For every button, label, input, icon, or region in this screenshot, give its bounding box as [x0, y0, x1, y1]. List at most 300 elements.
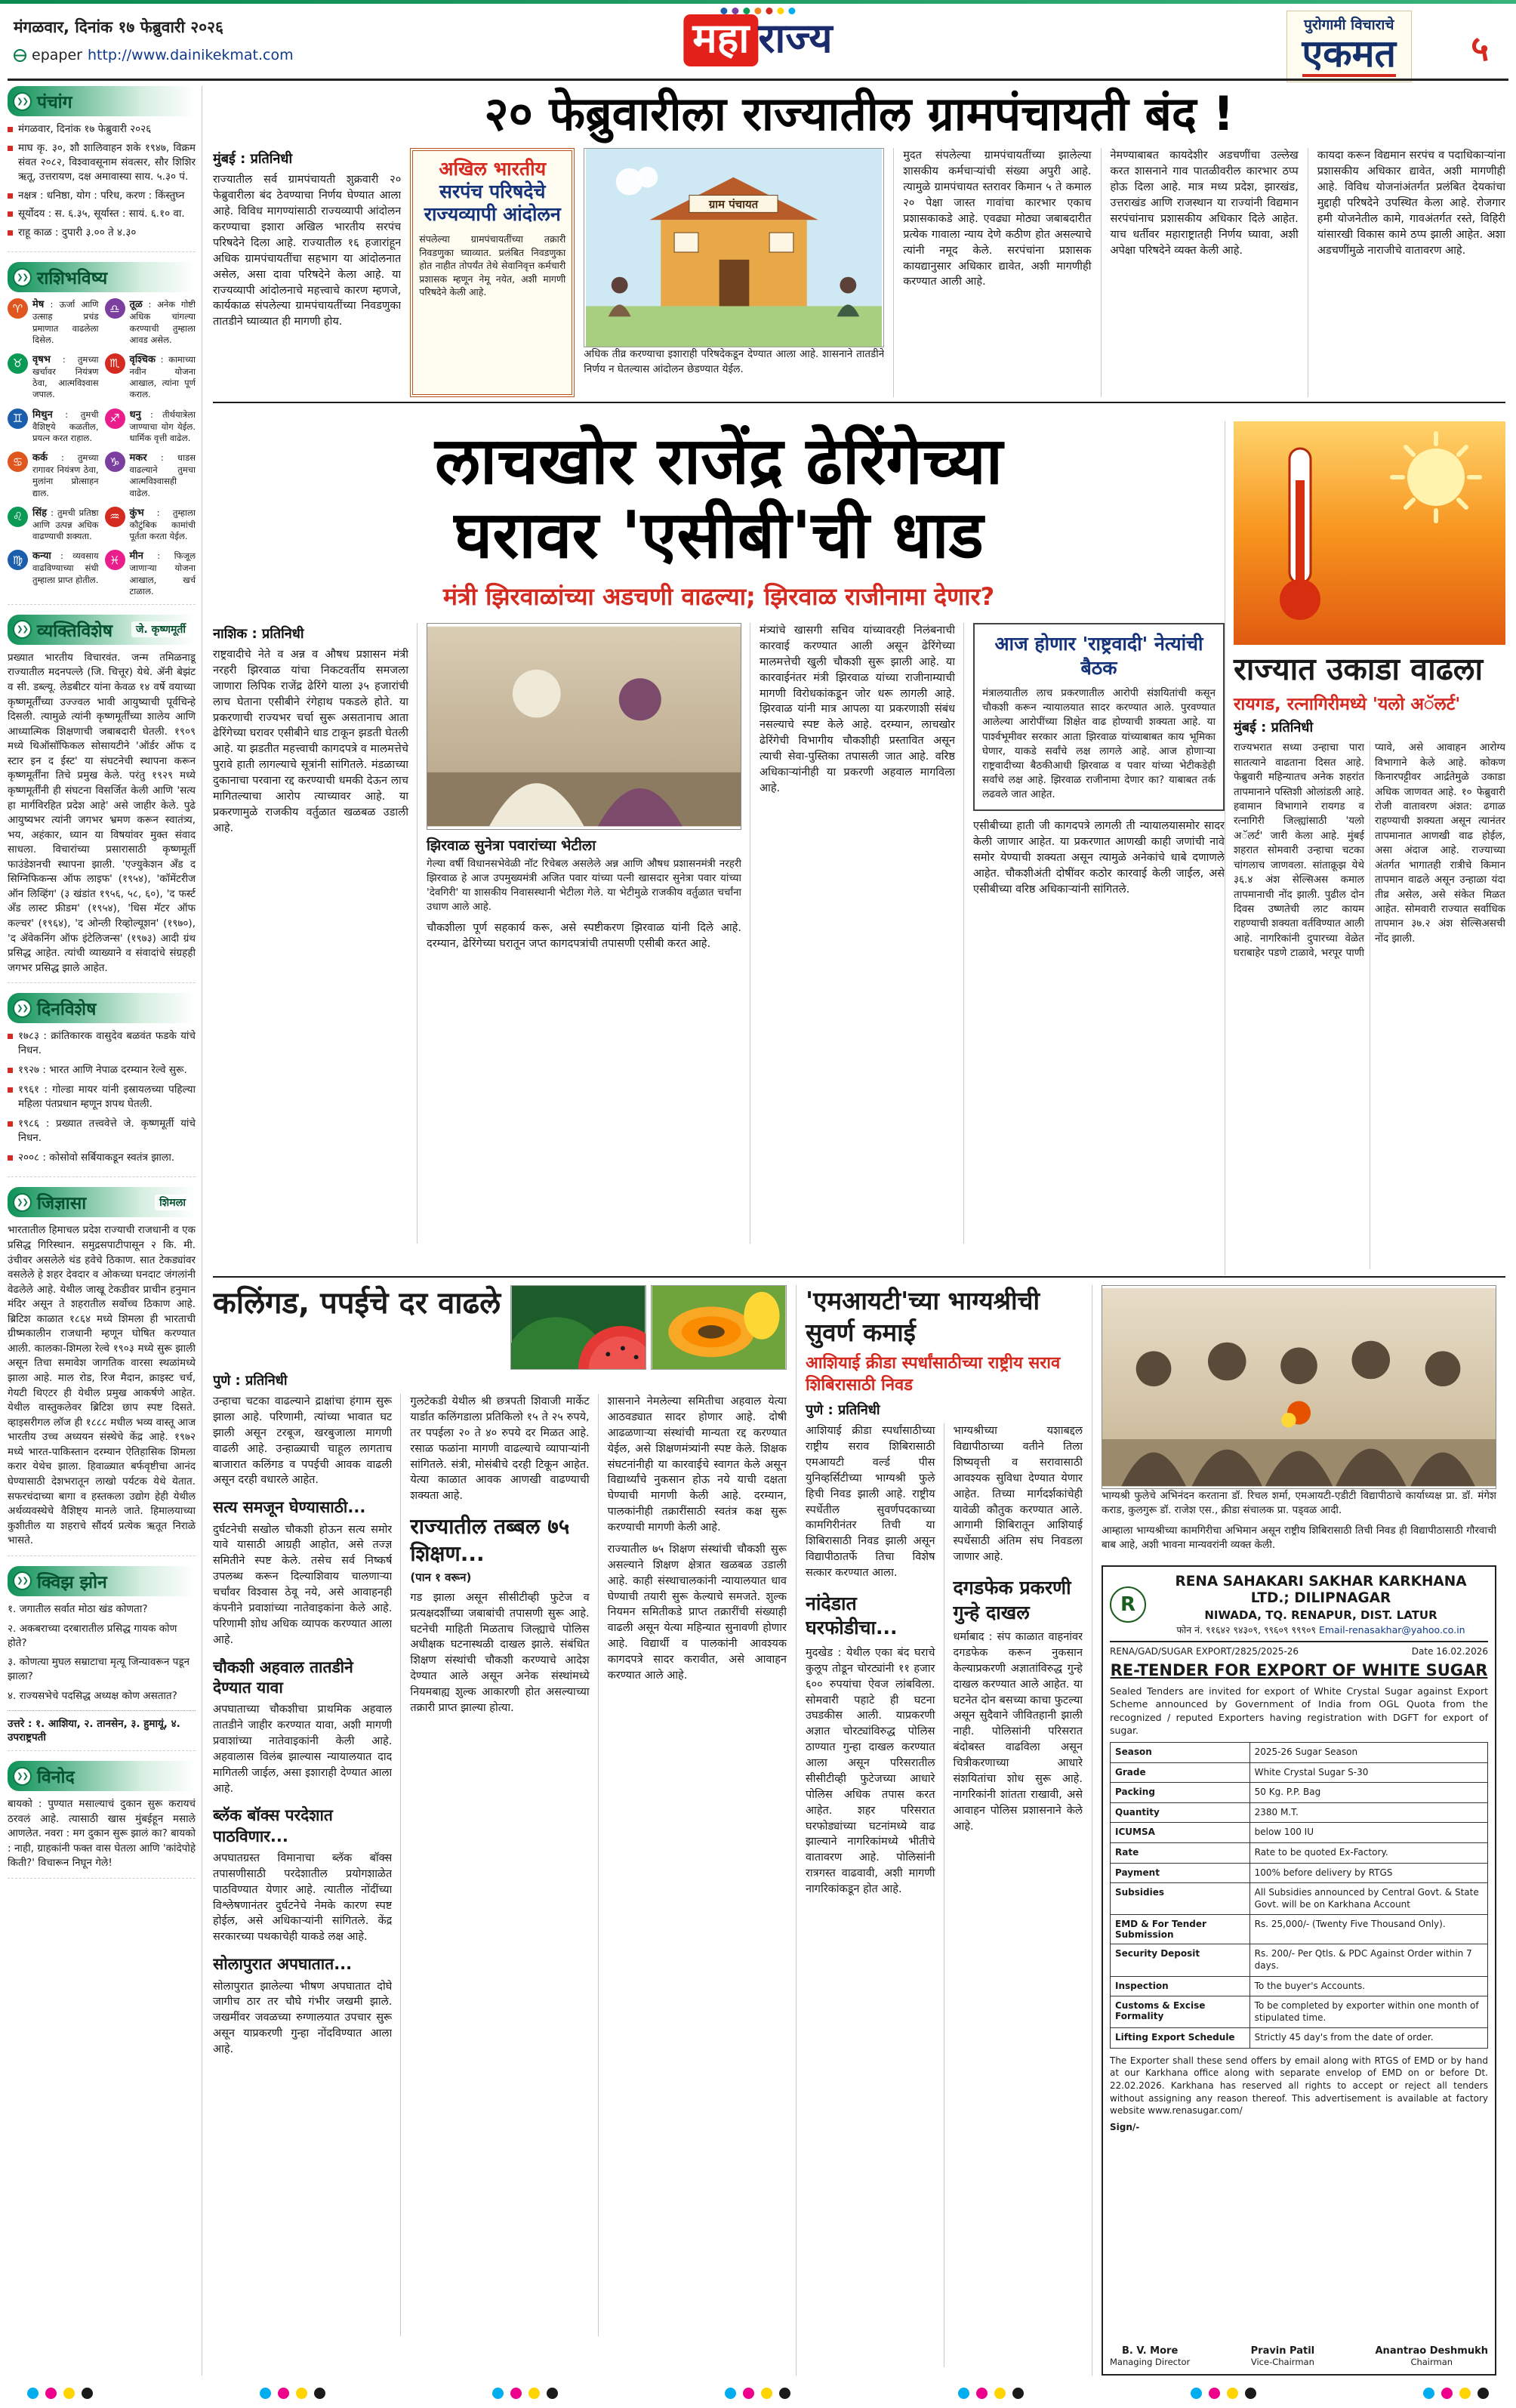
chevron-icon: ❯❯ [13, 1767, 32, 1786]
karkhana-email[interactable]: Email-renasakhar@yahoo.co.in [1318, 1624, 1465, 1636]
color-dot [732, 8, 738, 14]
zodiac-forecast: तुमची वैशिष्ट्ये कळतील, प्रयत्न करत राहाल. [32, 409, 99, 443]
spec-value: 2380 M.T. [1254, 1806, 1299, 1818]
cyan-dot [1423, 2388, 1434, 2399]
horoscope-item [105, 507, 196, 543]
mit-headline: 'एमआयटी'च्या भाग्यश्रीची सुवर्ण कमाई [806, 1286, 1040, 1347]
spec-label: Quantity [1111, 1803, 1250, 1823]
curiosity-header [8, 1187, 196, 1217]
horoscope-text: मकर : धाडस वाढल्याने तुमचा आत्मविश्वासही वाढेल. [129, 452, 196, 498]
spec-label: Inspection [1111, 1977, 1250, 1996]
spec-value: Strictly 45 day's from the date of order. [1254, 2032, 1434, 2043]
horoscope-text: कन्या : व्यवसाय वाढविण्याच्या संधी तुम्हाला प्राप्त होतील. [32, 550, 99, 585]
lead-column-2 [893, 148, 1091, 397]
continuation-text: गड झाला असून सीसीटीव्ही फुटेज व प्रत्यक्षदर्शींच्या जबाबांची तपासणी सुरू आहे. घटनेची माहिती मिळताच जिल्ह्याचे पोलिस अधीक्षक घटनास्थळी दाखल झाले. संबंधित शिक्षण संस्थांची चौकशी करण्याचे आदेश देण्यात आले असून अनेक संस्थांमध्ये नियमबाह्य शुल्क आकारणी होत असल्याच्या तक्रारी प्राप्त झाल्या होत्या. [410, 1591, 590, 1714]
yellow-dot [1459, 2388, 1471, 2399]
reg-dot-group [492, 2388, 558, 2399]
horoscope-item [8, 298, 99, 346]
fruit-header-row [213, 1285, 787, 1370]
section-title: राशिभविष्य [37, 269, 108, 289]
heat-text: राज्यभरात सध्या उन्हाचा पारा सातत्याने वाढताना दिसत आहे. फेब्रुवारी महिन्यातच अनेक शहरांत तापमानाने पस्तिशी ओलांडली आहे. हवामान विभागाने रायगड व रत्नागिरी जिल्ह्यांसाठी 'यलो अॅलर्ट' जारी केला आहे. मुंबई शहरात सोमवारी उन्हाचा चटका चांगलाच जाणवला. सांताक्रूझ येथे ३६.४ अंश सेल्सिअस कमाल तापमानाची नोंद झाली. पुढील दोन दिवस उष्णतेची लाट कायम राहण्याची शक्यता वर्तविण्यात आली आहे. नागरिकांनी दुपारच्या वेळेत घराबाहेर पडणे टाळावे, भरपूर पाणी प्यावे, असे आवाहन आरोग्य विभागाने केले आहे. कोकण किनारपट्टीवर आर्द्रतेमुळे उकाडा अधिक जाणवत आहे. १० फेब्रुवारी रोजी वातावरण अंशत: ढगाळ राहण्याची शक्यता असून त्यानंतर तापमानात आणखी वाढ होईल, असा अंदाज आहे. राज्याच्या अंतर्गत भागातही रात्रीचे किमान तापमान वाढले असून उन्हाळा यंदा तीव्र असेल, असे संकेत मिळत आहेत. सोमवारी राज्यात सर्वाधिक तापमान ३७.२ अंश सेल्सिअसची नोंद झाली. [1234, 742, 1505, 960]
acb-headline [213, 424, 1225, 572]
ad-reference-row [1110, 1646, 1488, 1657]
lead-text: मुदत संपलेल्या ग्रामपंचायतींच्या झालेल्या शासकीय कर्मचाऱ्यांची संख्या अपुरी आहे. त्यामुळे ग्रामपंचायत स्तरावर किमान ५ ते कमाल २० पेक्षा जास्त गावांचा कारभार एकाच प्रशासकाकडे आहे. एवढ्या मोठ्या जबाबदारीत प्रत्येक गावाला न्याय देणे कठीण होत असल्याचे त्यांनी नमूद केले. सरपंचांना प्रशासक कायद्यानुसार अधिकार द्यावेत, अशी मागणीही करण्यात आली आहे. [903, 150, 1092, 288]
reg-dot-group [1423, 2388, 1489, 2399]
signatory [1376, 2345, 1489, 2367]
zodiac-forecast: तुम्हाला कौटुंबिक कामांची पूर्तता करता येईल. [129, 507, 196, 542]
acb-box-column [963, 623, 1225, 1244]
brand-name: एकमत [1302, 32, 1396, 76]
byline: पुणे : प्रतिनिधी [806, 1402, 880, 1419]
magenta-dot [45, 2388, 57, 2399]
yellow-dot [1227, 2388, 1238, 2399]
zodiac-name: कुंभ [129, 507, 144, 519]
horoscope-item [105, 298, 196, 346]
crash-subsection [213, 1657, 392, 1797]
ad-intro: Sealed Tenders are invited for export of White Crystal Sugar against Export Scheme announced by Government of India from OGL Quota from the recognized / reputed Exporters having registration with DGFT for export of sugar. [1110, 1685, 1488, 1736]
cyan-dot [27, 2388, 39, 2399]
horoscope-text: सिंह : तुमची प्रतिष्ठा आणि उत्पन्न अधिक वाढण्याची शक्यता. [32, 507, 99, 542]
masthead-title [683, 14, 833, 62]
spec-value: 100% before delivery by RTGS [1254, 1867, 1393, 1878]
burglary-text: मुदखेड : येथील एका बंद घराचे कुलूप तोडून चोरट्यांनी ११ हजार ६०० रुपयांचा ऐवज लांबविला. सोमवारी पहाटे ही घटना उघडकीस आली. याप्रकरणी अज्ञात चोरट्यांविरुद्ध पोलिस ठाण्यात गुन्हा दाखल करण्यात आला असून परिसरातील सीसीटीव्ही फुटेजच्या आधारे पोलिस अधिक तपास करत आहेत. शहर परिसरात घरफोड्यांच्या घटनांमध्ये वाढ झाल्याने नागरिकांमध्ये भीतीचे वातावरण आहे. पोलिसांनी रात्रगस्त वाढवावी, अशी मागणी नागरिकांकडून होत आहे. [806, 1646, 935, 1896]
ncp-box-body: मंत्रालयातील लाच प्रकरणातील आरोपी संशयितांची कसून चौकशी करून न्यायालयात सादर करण्यात आले. पुरवण्यात आलेल्या आरोपींच्या शिक्षेत वाढ होण्याची शक्यता आहे. या पार्श्वभूमीवर सरकार आता झिरवाळ यांच्याबाबत काय भूमिका घेणार, याकडे सर्वांचे लक्ष लागले आहे. आज होणाऱ्या राष्ट्रवादीच्या बैठकीआधी झिरवाळ व पवार यांच्या भेटीकडेही सर्वांचे लक्ष आहे. झिरवाळ राजीनामा देणार का? याबाबत तर्क लढवले जात आहेत. [982, 687, 1216, 801]
karkhana-logo [1110, 1586, 1146, 1623]
horoscope-text: वृश्चिक : कामाच्या नवीन योजना आखाल, त्यांना पूर्ण कराल. [129, 353, 196, 400]
horoscope-item [105, 550, 196, 597]
reg-dot-group [958, 2388, 1024, 2399]
zodiac-icon: ♏ [105, 353, 125, 374]
spec-label: Lifting Export Schedule [1111, 2028, 1250, 2048]
zodiac-icon: ♓ [105, 550, 125, 570]
spec-value: Rs. 200/- Per Qtls. & PDC Against Order within 7 days. [1254, 1948, 1472, 1971]
horoscope-text: कुंभ : तुम्हाला कौटुंबिक कामांची पूर्तता करता येईल. [129, 507, 196, 542]
section-title: विनोद [37, 1768, 75, 1788]
byline: मुंबई : प्रतिनिधी [1234, 720, 1314, 736]
burglary-headline: नांदेडात घरफोडीचा... [806, 1592, 898, 1639]
magenta-dot [743, 2388, 754, 2399]
header-rule [8, 79, 1508, 81]
section-title: क्विझ झोन [37, 1572, 107, 1592]
acb-text: एसीबीच्या हाती जी कागदपत्रे लागली ती न्यायालयासमोर सादर केली जाणार आहेत. या प्रकरणात आणखी काही जणांची नावे समोर येण्याची शक्यता असून त्यामुळे अनेकांचे धाबे दणाणले आहेत. चौकशीअंती दोषींवर कठोर कारवाई केली जाईल, असे एसीबीच्या वरिष्ठ अधिकाऱ्यांनी सांगितले. [973, 820, 1225, 896]
quiz-header [8, 1566, 196, 1596]
tender-spec-row [1110, 1883, 1488, 1915]
masthead [683, 8, 832, 60]
section-title: दिनविशेष [37, 1000, 97, 1020]
magenta-dot [278, 2388, 289, 2399]
mit-text: भाग्यश्रीच्या यशाबद्दल विद्यापीठाच्या वतीने तिला शिष्यवृत्ती व सरावासाठी आवश्यक सुविधा देण्यात येणार आहेत. तिच्या मार्गदर्शकांचेही यावेळी कौतुक करण्यात आले. आगामी शिबिरातून आशियाई स्पर्धेसाठी अंतिम संघ निवडला जाणार आहे. [953, 1425, 1083, 1564]
spec-label: Security Deposit [1111, 1944, 1250, 1975]
chevron-icon: ❯❯ [13, 268, 32, 287]
fruit-text: गुलटेकडी येथील श्री छत्रपती शिवाजी मार्केट यार्डात कलिंगडाला प्रतिकिलो १५ ते २५ रुपये, तर पपईला २० ते ४० रुपये दर मिळत आहे. रसाळ फळांना मागणी वाढल्याचे व्यापाऱ्यांनी सांगितले. संत्री, मोसंबीचे दरही टिकून आहेत. येत्या काळात आवक आणखी वाढण्याची शक्यता आहे. [410, 1395, 590, 1503]
ncp-box-title: आज होणार 'राष्ट्रवादी' नेत्यांची बैठक [994, 633, 1203, 680]
mit-text: आशियाई क्रीडा स्पर्धांसाठीच्या राष्ट्रीय सराव शिबिरासाठी एमआयटी वर्ल्ड पीस युनिव्हर्सिटीच्या भाग्यश्री फुले हिची निवड झाली आहे. राष्ट्रीय स्पर्धेतील सुवर्णपदकाच्या कामगिरीनंतर तिची या शिबिरासाठी निवड झाली असून विद्यापीठातर्फे तिचा विशेष सत्कार करण्यात आला. [806, 1425, 935, 1580]
signatory-role: Vice-Chairman [1250, 2357, 1314, 2367]
history-item: १९६१ : गोल्डा मायर यांनी इस्रायलच्या पहिल्या महिला पंतप्रधान म्हणून शपथ घेतली. [8, 1083, 196, 1112]
horoscope-item [8, 550, 99, 597]
crash-subsection [213, 1497, 392, 1648]
box-title: अखिल भारतीय [439, 158, 547, 180]
zodiac-name: तूळ [129, 299, 143, 311]
photo-caption-title: झिरवाळ सुनेत्रा पवारांच्या भेटीला [427, 837, 596, 855]
spec-value: Rate to be quoted Ex-Factory. [1254, 1847, 1388, 1858]
panchang-lines [8, 122, 196, 240]
tender-spec-table [1110, 1742, 1488, 2049]
tender-spec-row [1110, 1996, 1488, 2028]
mit-group-photo [1102, 1285, 1496, 1489]
crash-text: दुर्घटनेची सखोल चौकशी होऊन सत्य समोर यावे यासाठी आग्रही आहोत, असे तज्ज्ञ समितीने स्पष्ट केले. तसेच सर्व निष्कर्ष उपलब्ध करून दिल्याशिवाय चालणाऱ्या चर्चांवर विश्वास ठेवू नये, असे आवाहनही कंपनीने प्रवाशांच्या नातेवाइकांना केले आहे. परिणामी शोध अधिक व्यापक करण्यात आला आहे. [213, 1523, 393, 1646]
horoscope-text: तूळ : अनेक गोष्टी अधिक चांगल्या करण्याची तुम्हाला आवड असेल. [129, 299, 196, 345]
acb-photo-column [417, 623, 741, 1244]
lead-image-column [584, 148, 884, 397]
tender-spec-row [1110, 1944, 1488, 1976]
spec-label: Packing [1111, 1783, 1250, 1802]
quiz-question: ३. कोणत्या मुघल सम्राटाचा मृत्यू जिन्यावरून पडून झाला? [8, 1656, 190, 1683]
zodiac-forecast: तुमच्या रागावर नियंत्रण ठेवा, मुलांना प्रोत्साहन द्याल. [32, 452, 99, 498]
zodiac-icon: ♋ [8, 452, 28, 472]
magenta-dot [976, 2388, 988, 2399]
jump-line: (पान १ वरून) [410, 1570, 472, 1584]
acb-text: मंत्र्यांचे खासगी सचिव यांच्यावरही निलंबनाची कारवाई करण्यात आली असून ढेरिंगेच्या मालमत्तेची खुली चौकशी सुरू झाली आहे. या कारवाईनंतर मंत्री झिरवाळ यांच्या राजीनाम्याची मागणी विरोधकांकडून जोर धरू लागली आहे. झिरवाळ यांनी मात्र आपला या प्रकरणाशी संबंध नसल्याचे स्पष्ट केले आहे. दरम्यान, लाचखोर ढेरिंगेची विभागीय चौकशीही प्रस्तावित असून त्याची सेवा-पुस्तिका तपासली जात आहे. वरिष्ठ अधिकाऱ्यांनीही या प्रकरणी अहवाल मागविला आहे. [760, 624, 955, 794]
zodiac-forecast: फिजूल जाणाऱ्या योजना आखाल, खर्च टाळाल. [129, 550, 196, 597]
signatory-name: Pravin Patil [1250, 2345, 1315, 2357]
box-title: राज्यव्यापी आंदोलन [424, 203, 561, 226]
history-item: १७८३ : क्रांतिकारक वासुदेव बळवंत फडके यांचे निधन. [8, 1029, 196, 1058]
horoscope-text: मेष : ऊर्जा आणि उत्साह प्रचंड प्रमाणात वाढलेला दिसेल. [32, 299, 99, 345]
fruit-and-continuation-block [213, 1285, 787, 2376]
sign-label: Sign/- [1110, 2121, 1140, 2132]
ncp-meeting-box [973, 623, 1225, 811]
zodiac-name: धनु [129, 409, 141, 421]
horoscope-item [8, 409, 99, 445]
page-number: ५ [1471, 28, 1489, 69]
yellow-dot [528, 2388, 540, 2399]
registration-marks [27, 2388, 1489, 2399]
history-item: १९२७ : भारत आणि नेपाळ दरम्यान रेल्वे सुरू. [8, 1063, 196, 1078]
tender-spec-row [1110, 1864, 1488, 1884]
mit-columns [806, 1423, 1083, 2367]
crash-subhead: ब्लॅक बॉक्स परदेशात पाठविणार... [213, 1806, 333, 1845]
mit-column-2 [944, 1423, 1083, 2367]
spec-value: All Subsidies announced by Central Govt. & State Govt. will be on Karkhana Account [1254, 1887, 1479, 1910]
ad-header-text [1154, 1574, 1488, 1636]
signatory-role: Chairman [1410, 2357, 1453, 2367]
tender-spec-row [1110, 1743, 1488, 1763]
lead-headline: २० फेब्रुवारीला राज्यातील ग्रामपंचायती बंद ! [484, 86, 1234, 141]
history-header [8, 993, 196, 1023]
tender-spec-row [1110, 1977, 1488, 1997]
tender-spec-row [1110, 1823, 1488, 1843]
lead-text: अधिक तीव्र करण्याचा इशाराही परिषदेकडून देण्यात आला आहे. शासनाने तातडीने निर्णय न घेतल्यास आंदोलन छेडण्यात येईल. [584, 348, 885, 375]
acb-column-2 [750, 623, 955, 1244]
panchang-line: माघ कृ. ३०, शौ शालिवाहन शके १९४७, विक्रम संवत २०८२, विश्वावसूनाम संवत्सर, सौर शिशिर ऋतू, उत्तरायण, दक्ष अमावास्या साय. ५.३० पं. [8, 141, 196, 184]
logo-letter: R [1120, 1593, 1136, 1617]
karkhana-name: RENA SAHAKARI SAKHAR KARKHANA LTD.; DILIPNAGAR [1175, 1573, 1467, 1606]
color-dot [788, 8, 795, 14]
zirwal-pawar-photo [427, 623, 741, 830]
reg-dot-group [260, 2388, 325, 2399]
chevron-icon: ❯❯ [13, 620, 32, 639]
crash-text: अपघाताच्या चौकशीचा प्राथमिक अहवाल तातडीने जाहीर करण्यात यावा, अशी मागणी प्रवाशांच्या नातेवाइकांनी केली आहे. अहवालास विलंब झाल्यास न्यायालयात दाद मागितली जाईल, असा इशाराही देण्यात आला आहे. [213, 1703, 393, 1795]
lead-text: राज्यातील सर्व ग्रामपंचायती शुक्रवारी २० फेब्रुवारीला बंद ठेवण्याचा निर्णय घेण्यात आला आहे. विविध मागण्यांसाठी राज्यव्यापी आंदोलन करण्याचा इशारा अखिल भारतीय सरपंच परिषदेने दिला आहे. राज्यातील १६ हजारांहून अधिक ग्रामपंचायतींचा सहभाग या आंदोलनात असेल, असा दावा परिषदेने केला आहे. या राज्यव्यापी आंदोलनाचे महत्त्वाचे कारण म्हणजे, कार्यकाळ संपलेल्या ग्रामपंचायतींच्या निवडणुका तातडीने घ्याव्यात ही मागणी होय. [213, 174, 402, 328]
signatory-name: B. V. More [1121, 2345, 1179, 2357]
cyan-dot [725, 2388, 736, 2399]
zodiac-name: सिंह [32, 507, 48, 519]
ad-terms: The Exporter shall these send offers by email along with RTGS of EMD or by hand at our Karkhana office along with separate envelop of EMD on or before Dt. 22.02.2026. Karkhana has reserved all rights to accept or reject all tenders without assigning any reason thereof. This advertisement is available at factory website www.renasugar.com/ [1110, 2055, 1488, 2117]
spec-value: To be completed by exporter within one month of stipulated time. [1254, 2000, 1479, 2023]
ad-date: Date 16.02.2026 [1411, 1646, 1488, 1657]
spec-label: Grade [1111, 1763, 1250, 1783]
acb-headline-line1: लाचखोर राजेंद्र ढेरिंगेच्या [434, 424, 1003, 499]
page-header [14, 8, 1502, 76]
stone-pelting-text: धर्माबाद : संप काळात वाहनांवर दगडफेक करून नुकसान केल्याप्रकरणी अज्ञातांविरुद्ध गुन्हे दाखल करण्यात आले आहेत. या घटनेत दोन बसच्या काचा फुटल्या असून सुदैवाने जीवितहानी झाली नाही. पोलिसांनी परिसरात बंदोबस्त वाढविला असून चित्रीकरणाच्या आधारे संशयितांचा शोध सुरू आहे. नागरिकांनी शांतता राखावी, असे आवाहन पोलिस प्रशासनाने केले आहे. [953, 1631, 1083, 1833]
fruit-text: उन्हाचा चटका वाढल्याने द्राक्षांचा हंगाम सुरू झाला आहे. परिणामी, त्यांच्या भावात घट झाली असून टरबूज, खरबुजाला मागणी वाढली आहे. उन्हाळ्याची चाहूल लागताच बाजारात कलिंगड व पपईची आवक वाढली असून दरही वधारले आहेत. [213, 1395, 393, 1487]
acb-headline-line2: घरावर 'एसीबी'ची धाड [454, 498, 984, 574]
karkhana-address: NIWADA, TQ. RENAPUR, DIST. LATUR [1204, 1608, 1437, 1623]
signatory [1251, 2345, 1315, 2367]
spec-value: 2025-26 Sugar Season [1254, 1747, 1358, 1758]
mit-subhead: आशियाई क्रीडा स्पर्धांसाठीच्या राष्ट्रीय सराव शिबिरासाठी निवड [806, 1354, 1061, 1395]
day-in-history-section [8, 993, 196, 1177]
mit-photo-note: आम्हाला भाग्यश्रीच्या कामगिरीचा अभिमान असून राष्ट्रीय शिबिरासाठी तिची निवड ही विद्यापीठासाठी गौरवाची बाब आहे, अशी भावना मान्यवरांनी व्यक्त केली. [1102, 1524, 1496, 1552]
magenta-dot [1441, 2388, 1453, 2399]
brand-tagline: पुरोगामी विचाराचे [1304, 17, 1394, 33]
reg-dot-group [27, 2388, 93, 2399]
acb-body [213, 623, 1225, 1244]
horoscope-item [8, 452, 99, 499]
horoscope-item [105, 452, 196, 499]
horoscope-text: वृषभ : तुमच्या खर्चावर नियंत्रण ठेवा, आत्मविश्वास जपाल. [32, 353, 99, 400]
magenta-dot [1209, 2388, 1220, 2399]
continuation-headline: राज्यातील तब्बल ७५ शिक्षण... [410, 1514, 570, 1566]
gram-panchayat-illustration [584, 148, 884, 347]
lead-column-1 [213, 148, 401, 397]
quiz-question: ४. राज्यसभेचे पदसिद्ध अध्यक्ष कोण असतात? [8, 1690, 177, 1703]
zodiac-forecast: तुमच्या खर्चावर नियंत्रण ठेवा, आत्मविश्वास जपाल. [32, 353, 99, 400]
heat-subhead: रायगड, रत्नागिरीमध्ये 'यलो अॅलर्ट' [1234, 695, 1461, 715]
tender-spec-row [1110, 1843, 1488, 1864]
heat-headline: राज्यात उकाडा वाढला [1234, 651, 1484, 687]
zodiac-forecast: तुमची प्रतिष्ठा आणि उत्पन्न अधिक वाढण्याची शक्यता. [32, 507, 99, 542]
continuation-text: राज्यातील ७५ शिक्षण संस्थांची चौकशी सुरू असल्याने शिक्षण क्षेत्रात खळबळ उडाली आहे. काही संस्थाचालकांनी न्यायालयात धाव घेण्याची तयारी सुरू केल्याचे समजते. शुल्क नियमन समितीकडे प्राप्त तक्रारींची संख्याही वाढली असून येत्या महिन्यात सुनावणी होणार आहे. विद्यार्थी व पालकांनी आवश्यक कागदपत्रे सादर करावीत, असे आवाहन करण्यात आले आहे. [607, 1543, 787, 1682]
quiz-question: २. अकबराच्या दरबारातील प्रसिद्ध गायक कोण होते? [8, 1622, 177, 1649]
horoscope-section [8, 262, 196, 605]
masthead-dots [683, 8, 832, 14]
black-dot [779, 2388, 790, 2399]
color-dot [743, 8, 750, 14]
tender-spec-row [1110, 1783, 1488, 1803]
masthead-maha: महा [683, 14, 758, 66]
spec-label: EMD & For Tender Submission [1111, 1915, 1250, 1944]
top-accent-line [0, 0, 1516, 4]
curiosity-section [8, 1187, 196, 1555]
globe-icon [14, 49, 26, 62]
masthead-rajya: राज्य [758, 14, 833, 62]
black-dot [1245, 2388, 1256, 2399]
cyan-dot [260, 2388, 271, 2399]
color-dot [766, 8, 772, 14]
section-title: जिज्ञासा [37, 1194, 87, 1214]
horoscope-text: मीन : फिजूल जाणाऱ्या योजना आखाल, खर्च टाळाल. [129, 550, 196, 597]
signatory-name: Anantrao Deshmukh [1375, 2345, 1488, 2357]
epaper-label: epaper [32, 47, 82, 63]
joke-section [8, 1761, 196, 1879]
crash-subhead: सत्य समजून घेण्यासाठी... [213, 1498, 366, 1517]
mit-and-crime-block [796, 1285, 1083, 2376]
box-body: संपलेल्या ग्रामपंचायतींच्या तक्रारी निवडणुका घ्याव्यात. प्रलंबित निवडणुका होत नाहीत तोपर्यंत तेथे सेवानिवृत्त कर्मचारी प्रशासक म्हणून नेमू नयेत, अशी मागणी परिषदेने केली आहे. [419, 233, 566, 298]
horoscope-item [8, 353, 99, 401]
acb-text: चौकशीला पूर्ण सहकार्य करू, असे स्पष्टीकरण झिरवाळ यांनी दिले आहे. दरम्यान, ढेरिंगेच्या घरातून जप्त कागदपत्रांची तपासणी एसीबी करत आहे. [427, 921, 741, 950]
fruit-images [510, 1285, 787, 1370]
panchang-section [8, 86, 196, 252]
person-name: जे. कृष्णमूर्ती [131, 621, 190, 637]
zodiac-icon: ♍ [8, 550, 28, 570]
joke-body: बायको : पुण्यात मसाल्याचं दुकान सुरू करायचं ठरवलं आहे. त्यासाठी खास मुंबईहून मसाले आणलेत. नवरा : मग दुकान सुरू झालं का? बायको : नाही, ग्राहकांनी फक्त वास घेतला आणि 'कांदेपोहे किती?' विचारून निघून गेले! [8, 1798, 196, 1870]
black-dot [1012, 2388, 1024, 2399]
karkhana-phone: फोन नं. ९१६४२ ९४३०९, ९९६०९ ९९९०९ [1176, 1624, 1316, 1636]
horoscope-text: धनु : तीर्थयात्रेला जाण्याचा योग येईल. धार्मिक वृत्ती वाढेल. [129, 409, 196, 443]
photo-caption: गेल्या वर्षी विधानसभेवेळी नॉट रिचेबल असलेले अन्न आणि औषध प्रशासनमंत्री नरहरी झिरवाळ हे आज उपमुख्यमंत्री अजित पवार यांच्या पत्नी खासदार सुनेत्रा पवार यांच्या 'देवगिरी' या शासकीय निवासस्थानी भेटीला गेले. या भेटीमुळे राजकीय वर्तुळात चर्चांना उधाण आले आहे. [427, 858, 741, 913]
cyan-dot [492, 2388, 504, 2399]
zodiac-name: कर्क [32, 452, 48, 464]
bottom-column-1 [213, 1394, 392, 2336]
magenta-dot [510, 2388, 522, 2399]
color-dot [777, 8, 784, 14]
reg-dot-group [725, 2388, 790, 2399]
ad-header [1110, 1574, 1488, 1642]
crash-text: अपघातग्रस्त विमानाचा ब्लॅक बॉक्स तपासणीसाठी परदेशातील प्रयोगशाळेत पाठविण्यात येणार आहे. त्यातील नोंदींच्या विश्लेषणानंतर दुर्घटनेचे नेमके कारण स्पष्ट होईल, असे अधिकाऱ्यांनी सांगितले. केंद्र सरकारच्या पथकाचेही याकडे लक्ष आहे. [213, 1851, 393, 1944]
acb-text: राष्ट्रवादीचे नेते व अन्न व औषध प्रशासन मंत्री नरहरी झिरवाळ यांचा निकटवर्तीय समजला जाणारा लिपिक राजेंद्र ढेरिंगे याला ३५ हजारांची लाच घेताना एसीबीने रंगेहाथ पकडले होते. या प्रकरणाची राज्यभर चर्चा सुरू असतानाच आता ढेरिंगेच्या घरावर एसीबीने धाड टाकून झडती घेतली आहे. या झडतीत महत्त्वाची कागदपत्रे व मालमत्तेचे पुरावे हाती लागल्याचे सूत्रांनी सांगितले. मंडळाच्या दुकानाचा परवाना रद्द करण्याची धमकी देऊन लाच मागितल्याचा आरोप त्याच्यावर आहे. या प्रकरणामुळे राजकीय वर्तुळात खळबळ उडाली आहे. [213, 649, 408, 834]
spec-value: To the buyer's Accounts. [1254, 1980, 1366, 1991]
zodiac-icon: ♒ [105, 507, 125, 527]
tender-spec-row [1110, 2028, 1488, 2049]
crash-text: सोलापुरात झालेल्या भीषण अपघातात दोघे जागीच ठार तर चौघे गंभीर जखमी झाले. जखमींवर जवळच्या रुग्णालयात उपचार सुरू असून याप्रकरणी गुन्हा नोंदविण्यात आला आहे. [213, 1980, 393, 2056]
byline: पुणे : प्रतिनिधी [213, 1373, 288, 1389]
horoscope-text: कर्क : तुमच्या रागावर नियंत्रण ठेवा, मुलांना प्रोत्साहन द्याल. [32, 452, 99, 498]
papaya-photo [651, 1285, 787, 1370]
cyan-dot [1191, 2388, 1202, 2399]
lead-text: कायदा करून विद्यमान सरपंच व पदाधिकाऱ्यांना प्रशासकीय अधिकार द्यावेत, अशी मागणीही आहे. विविध योजनांअंतर्गत प्रलंबित देयकांचा मुद्दाही परिषदेने उपस्थित केला आहे. रोजगार हमी योजनेतील कामे, गावअंतर्गत रस्ते, विहिरी यांसारखी विकास कामे ठप्प झाली आहेत. अशा अडचणींमुळे नाराजीचे वातावरण आहे. [1317, 150, 1505, 257]
fruit-headline: कलिंगड, पपईचे दर वाढले [213, 1286, 501, 1321]
yellow-dot [63, 2388, 75, 2399]
section-title: पंचांग [37, 93, 72, 113]
heatwave-photo [1234, 421, 1505, 645]
ad-reference: RENA/GAD/SUGAR EXPORT/2825/2025-26 [1110, 1646, 1299, 1657]
zodiac-icon: ♐ [105, 409, 125, 429]
person-bio: प्रख्यात भारतीय विचारवंत. जन्म तमिळनाडू राज्यातील मदनपल्ले (जि. चित्तूर) येथे. ॲनी बेझंट व सी. डब्ल्यू. लेडबीटर यांना केवळ १४ वर्षे वयाच्या कृष्णमूर्तींच्या उज्ज्वल भावी आयुष्याची पूर्वचिन्हे दिसली. त्यामुळे त्यांनी कृष्णमूर्तींच्या शालेय आणि आध्यात्मिक शिक्षणाची जबाबदारी घेतली. १९०९ मध्ये थिऑसॉफिकल सोसायटीने 'ऑर्डर ऑफ द स्टार इन द ईस्ट' या संघटनेची स्थापना करून कृष्णमूर्तींना तिचे प्रमुख केले. परंतु १९२९ मध्ये कृष्णमूर्तींनी ही संघटना विसर्जित केली आणि 'सत्य हा मार्गविरहित प्रदेश आहे' असे जाहीर केले. पुढे आयुष्यभर त्यांनी जगभर भ्रमण करून स्वातंत्र्य, भय, अहंकार, ध्यान या विषयांवर मुक्त संवाद साधला. विचारांच्या प्रसारासाठी कृष्णमूर्ती फाउंडेशनची स्थापना झाली. 'एज्युकेशन अँड द सिग्निफिकन्स ऑफ लाइफ' (१९५४), 'कॉमेंटरीज ऑन लिव्हिंग' (३ खंडांत १९५६, ५८, ६०), 'द फर्स्ट अँड लास्ट फ्रीडम' (१९५४), 'धिस मॅटर ऑफ कल्चर' (१९६४), 'द ओन्ली रिव्होल्यूशन' (१९७०), 'द ॲवेकनिंग ऑफ इंटेलिजन्स' (१९७३) आदी ग्रंथ प्रसिद्ध आहेत. त्यांची व्याख्याने व संवादांचे संग्रहही जगभर प्रसिद्ध झाले आहेत. [8, 651, 196, 974]
joke-header [8, 1761, 196, 1791]
yellow-dot [761, 2388, 772, 2399]
crash-subhead: चौकशी अहवाल तातडीने देण्यात यावा [213, 1657, 353, 1697]
zodiac-forecast: धाडस वाढल्याने तुमचा आत्मविश्वासही वाढेल. [129, 452, 196, 498]
curiosity-topic: शिमला [155, 1195, 190, 1210]
continuation-text: शासनाने नेमलेल्या समितीचा अहवाल येत्या आठवड्यात सादर होणार आहे. दोषी आढळणाऱ्या संस्थांची मान्यता रद्द करण्यात येईल, असे शिक्षणमंत्र्यांनी स्पष्ट केले. शिक्षक संघटनांनीही या कारवाईचे स्वागत केले असून विद्यार्थ्यांचे नुकसान होऊ नये याची दक्षता घेण्याची मागणी केली आहे. दरम्यान, पालकांनीही तक्रारींसाठी स्वतंत्र कक्ष सुरू करण्याची मागणी केली आहे. [607, 1395, 787, 1534]
sidebar [8, 86, 202, 2376]
lead-column-4 [1308, 148, 1505, 397]
zodiac-name: मीन [129, 550, 143, 563]
history-list [8, 1029, 196, 1164]
panchang-line: सूर्योदय : स. ६.३५, सूर्यास्त : सायं. ६.१० वा. [8, 207, 196, 221]
spec-label: Season [1111, 1743, 1250, 1762]
horoscope-item [105, 353, 196, 401]
zodiac-icon: ♑ [105, 452, 125, 472]
signatory-role: Managing Director [1110, 2357, 1191, 2367]
signatory [1110, 2345, 1190, 2367]
lead-column-3 [1101, 148, 1299, 397]
crash-subsections [213, 1497, 392, 2058]
signatories [1110, 2339, 1488, 2367]
chevron-icon: ❯❯ [13, 999, 32, 1018]
heatwave-story [1225, 421, 1505, 1275]
bottom-band [213, 1276, 1505, 2376]
website-link[interactable]: http://www.dainikekmat.com [87, 47, 294, 63]
sugar-tender-ad [1102, 1565, 1496, 2376]
panchang-line: नक्षत्र : धनिष्ठा, योग : परिध, करण : किंस्तुघ्न [8, 189, 196, 203]
zodiac-forecast: अनेक गोष्टी अधिक चांगल्या करण्याची तुम्हाला आवड असेल. [129, 299, 196, 345]
dateline: मंगळवार, दिनांक १७ फेब्रुवारी २०२६ [14, 18, 223, 36]
quiz-answers: उत्तरे : १. आशिया, २. तानसेन, ३. हुमायूं, ४. उपराष्ट्रपती [8, 1710, 196, 1744]
zodiac-icon: ♎ [105, 298, 125, 319]
reg-dot-group [1191, 2388, 1256, 2399]
horoscope-item [105, 409, 196, 445]
tender-spec-row [1110, 1915, 1488, 1944]
spec-label: Payment [1111, 1864, 1250, 1883]
horoscope-item [8, 507, 99, 543]
stone-pelting-headline: दगडफेक प्रकरणी गुन्हे दाखल [953, 1577, 1071, 1623]
tender-spec-row [1110, 1803, 1488, 1824]
yellow-dot [296, 2388, 307, 2399]
brand-logo [1286, 11, 1412, 82]
spec-value: Rs. 25,000/- (Twenty Five Thousand Only). [1254, 1919, 1446, 1930]
byline: नाशिक : प्रतिनिधी [213, 626, 304, 643]
horoscope-grid [8, 298, 196, 597]
spec-label: ICUMSA [1111, 1823, 1250, 1842]
zodiac-name: मकर [129, 452, 147, 464]
spec-value: below 100 IU [1254, 1827, 1314, 1838]
panchang-line: राहू काळ : दुपारी ३.०० ते ४.३० [8, 226, 196, 240]
spec-label: Rate [1111, 1843, 1250, 1863]
mit-column-1 [806, 1423, 935, 2367]
acb-column-1 [213, 623, 408, 1244]
mit-photo-caption: भाग्यश्री फुलेचे अभिनंदन करताना डॉ. रिचल शर्मा, एमआयटी-एडीटी विद्यापीठाचे कार्याध्यक्ष प्रा. डॉ. मंगेश कराड, कुलगुरू डॉ. राजेश एस., क्रीडा संचालक प्रा. पड्वळ आदी. [1102, 1490, 1496, 1516]
yellow-dot [994, 2388, 1006, 2399]
crash-subhead: सोलापुरात अपघातात... [213, 1955, 353, 1974]
color-dot [720, 8, 727, 14]
spec-label: Subsidies [1111, 1883, 1250, 1914]
acb-raid-story [213, 421, 1225, 1244]
ad-title: RE-TENDER FOR EXPORT OF WHITE SUGAR [1110, 1661, 1488, 1680]
spec-value: White Crystal Sugar S-30 [1254, 1766, 1369, 1777]
curiosity-body: भारतातील हिमाचल प्रदेश राज्याची राजधानी व एक प्रसिद्ध गिरिस्थान. समुद्रसपाटीपासून २ कि. मी. उंचीवर असलेले थंड हवेचे ठिकाण. सात टेकड्यांवर वसलेले हे शहर देवदार व ओकच्या घनदाट जंगलांनी वेढलेले आहे. येथील जाखू टेकडीवर प्राचीन हनुमान मंदिर असून ते शहरातील सर्वोच्च ठिकाण आहे. ब्रिटिश काळात १८६४ मध्ये शिमला ही भारताची ग्रीष्मकालीन राजधानी म्हणून घोषित करण्यात आली. कालका-शिमला रेल्वे १९०३ मध्ये सुरू झाली असून तिचा समावेश जागतिक वारसा स्थळांमध्ये झाला आहे. माल रोड, रिज मैदान, क्राइस्ट चर्च, गेयटी थिएटर ही येथील प्रमुख आकर्षणे आहेत. येथील वास्तुकलेवर ब्रिटिश छाप स्पष्ट दिसते. व्हाइसरीगल लॉज ही १८८८ मधील भव्य वास्तू आज भारतीय उच्च अध्ययन संस्थेचे केंद्र आहे. १९७२ मध्ये भारत-पाकिस्तान दरम्यान ऐतिहासिक शिमला करार येथेच झाला. हिवाळ्यात बर्फवृष्टीचा आनंद घेण्यासाठी देशभरातून लाखो पर्यटक येथे येतात. सफरचंदाच्या बागा व हस्तकला उद्योग हेही येथील अर्थव्यवस्थेचे वैशिष्ट्य मानले जाते. हिमालयाच्या कुशीतील या शहराचे सौंदर्य प्रत्येक ऋतूत निराळे भासते. [8, 1224, 196, 1547]
zodiac-icon: ♌ [8, 507, 28, 527]
box-title: सरपंच परिषदेचे [439, 180, 546, 203]
zodiac-forecast: ऊर्जा आणि उत्साह प्रचंड प्रमाणात वाढलेला दिसेल. [32, 299, 99, 345]
mit-photo-and-ad-block [1092, 1285, 1496, 2376]
quiz-questions [8, 1602, 196, 1703]
zodiac-forecast: तीर्थयात्रेला जाण्याचा योग येईल. धार्मिक वृत्ती वाढेल. [129, 409, 196, 443]
zodiac-forecast: व्यवसाय वाढविण्याच्या संधी तुम्हाला प्राप्त होतील. [32, 550, 99, 585]
zodiac-icon: ♊ [8, 409, 28, 429]
panchang-line: मंगळवार, दिनांक १७ फेब्रुवारी २०२६ [8, 122, 196, 137]
zodiac-icon: ♉ [8, 353, 28, 374]
section-title: व्यक्तिविशेष [37, 621, 113, 641]
bottom-left-columns [213, 1394, 787, 2336]
bottom-column-3 [598, 1394, 787, 2336]
person-of-day-section [8, 615, 196, 983]
history-item: २००८ : कोसोवो सर्बियाकडून स्वतंत्र झाला. [8, 1151, 196, 1165]
panchang-header [8, 86, 196, 116]
main-content [213, 86, 1505, 2376]
